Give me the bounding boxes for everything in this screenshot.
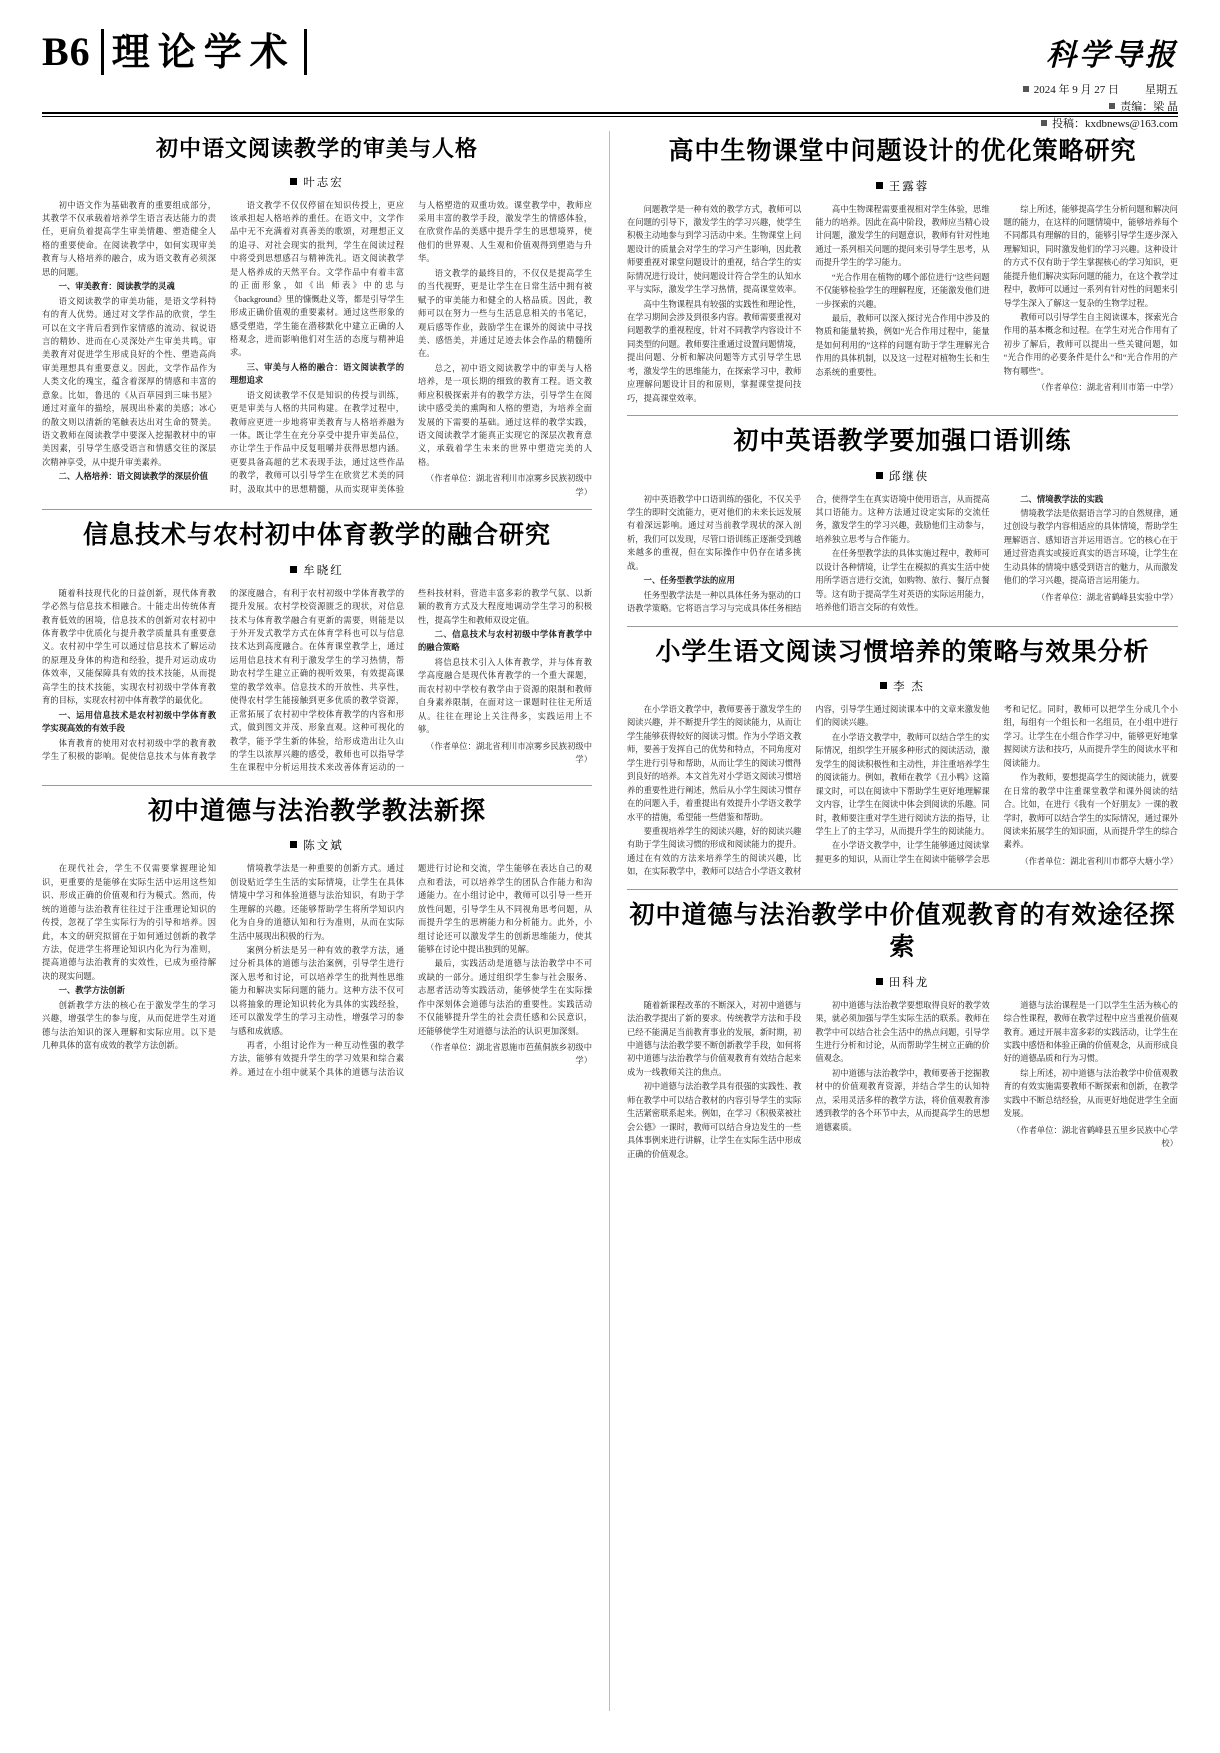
paragraph: 语文阅读教学的审美功能，是语文学科特有的育人优势。通过对文学作品的欣赏，学生可以在文字背后看到作家情感的流动、叙说语言的精妙、进而在心灵深处产生审美共鸣。审美教育对促进学生形成良好的个性、塑造高尚审美理想具有重要意义。因此，文学作品作为人类文化的瑰宝，蕴含着深厚的情感和丰富的意象。比如，鲁迅的《从百草园到三味书屋》通过对童年的描绘，展现出朴素的美感；冰心的散文则以清新的笔触表达出对生命的赞美。语文教师在阅读教学中要深入挖掘教材中的审美因素，引导学生感受语言和情感交往的深层次精神享受，从中提升审美素养。 [42, 296, 216, 467]
article-7-affiliation: （作者单位：湖北省鹤峰县五里乡民族中心学校） [1012, 1125, 1178, 1149]
byline-marker-icon [880, 682, 887, 689]
article-3-body [42, 862, 592, 1079]
paragraph: 语文教学不仅仅停留在知识传授上，更应该承担起人格培养的重任。在语文中，文学作品中无不充满着对真善美的歌颂，对理想正义的追寻、对社会现实的批判，学生在阅读过程中将受到思想感召与精神洗礼。语文阅读教学是人格养成的天然平台。文学作品中有着丰富的正面形象，如《出 师表》中的忠与《background》里的慷慨赴义等，都是引导学生形成正确价值观的重要素材。通过这些形象的感受塑造，学生能在潜移默化中建立正确的人格观念，进而影响他们对生活的态度与精神追求。 [230, 200, 404, 358]
article-6 [627, 636, 1178, 879]
article-5-headline: 初中英语教学要加强口语训练 [733, 426, 1072, 456]
page-number: B6 [42, 29, 91, 74]
masthead-rule [42, 112, 1178, 114]
paragraph: 作为教师，要想提高学生的阅读能力，就要在日常的教学中注重课堂教学和课外阅读的结合。比如，在进行《我有一个好朋友》一课的教学时，教师可以结合学生的实际情况，通过课外阅读来拓展学生的知识面，从而提升学生的综合素养。 [1003, 773, 1178, 850]
bullet-icon [1023, 86, 1029, 92]
article-2 [42, 519, 592, 775]
paragraph: 创新教学方法的核心在于激发学生的学习兴趣，增强学生的参与度，从而促进学生对道德与法治知识的深入理解和实际应用。以下是几种具体的富有成效的教学方法创新。 [42, 1000, 216, 1051]
article-1 [42, 135, 592, 499]
byline-marker-icon [290, 566, 297, 573]
byline-marker-icon [290, 178, 297, 185]
article-1-body [42, 199, 592, 500]
article-7-headline: 初中道德与法治教学中价值观教育的有效途径探索 [629, 899, 1176, 962]
article-6-author: 李 杰 [893, 681, 925, 693]
paragraph: 在小学语文教学中，教师可以结合学生的实际情况，组织学生开展多种形式的阅读活动，激发学生的阅读积极性和主动性，并注重培养学生的阅读能力。例如，教师在教学《丑小鸭》这篇课文时，可以在阅读中下帮助学生更好地理解课文内容，让学生在阅读中体会到阅读的乐趣。同时，教师要注重对学生进行阅读方法的指导，让学生上了的主学习，从而提升学生的阅读能力。 [815, 732, 990, 836]
paragraph: 教师可以引导学生自主阅读课本，探索光合作用的基本概念和过程。在学生对光合作用有了初步了解后，教师可以提出一些关键问题，如“光合作用的必要条件是什么”和“光合作用的产物有哪些”。 [1003, 313, 1178, 376]
subheading: 一、运用信息技术是农村初级中学体育教学实现高效的有效手段 [42, 710, 216, 734]
article-6-headline: 小学生语文阅读习惯培养的策略与效果分析 [655, 636, 1150, 666]
paragraph: 在小学语文教学中，让学生能够通过阅读掌握更多的知识，从而让学生在阅读中能够学会思考和记忆。同时，教师可以把学生分成几个小组，每组有一个组长和一名组员，在小组中进行学习。让学生在小组合作学习中，能够更好地掌握阅读方法和技巧，从而提升学生的阅读水平和阅读能力。 [815, 705, 1178, 864]
paragraph: 最后，实践活动是道德与法治教学中不可或缺的一部分。通过组织学生参与社会服务、志愿者活动等实践活动，能够使学生在实际操作中深刻体会道德与法治的重要性。实践活动不仅能够提升学生的社会责任感和公民意识，还能够使学生对道德与法治的认识更加深刻。 [418, 959, 592, 1036]
article-7-body [627, 999, 1178, 1161]
article-1-headline: 初中语文阅读教学的审美与人格 [155, 136, 478, 162]
article-4-author: 王露蓉 [888, 180, 930, 193]
article-2-headline: 信息技术与农村初中体育教学的融合研究 [82, 520, 551, 550]
article-3-author: 陈文斌 [303, 840, 344, 853]
paragraph: 案例分析法是另一种有效的教学方法，通过分析具体的道德与法治案例，引导学生进行深入思考和讨论，可以培养学生的批判性思维能力和解决实际问题的能力。这种方法不仅可以将抽象的理论知识转化为具体的实践经验，还可以激发学生的学习主动性，增强学习的参与感和成就感。 [230, 945, 404, 1036]
subheading: 二、人格培养：语文阅读教学的深层价值 [58, 472, 208, 482]
article-2-affiliation: （作者单位：湖北省利川市凉雾乡民族初级中学） [426, 741, 592, 764]
masthead-date-line [1023, 82, 1178, 99]
byline-marker-icon [876, 182, 883, 189]
masthead-rule-secondary [42, 116, 1178, 117]
paragraph: 随着科技现代化的日益创新，现代体育教学必然与信息技术相融合。十能走出传统体育教育低效的困境，信息技术的创新对农村初中体育教学中优质化与提升教学质量具有重要意义。农村初中学生可以通过信息技术了解运动的原理及身体的构造和经验，提升对运动成功体效率，又能保障具有效的技术技能，从而提高学生的技术技能，实现农村初级中学体育教育的目标，实现农村初中体育教学的最优化。 [42, 588, 216, 706]
masthead-submission-line [1023, 116, 1178, 133]
article-1-affiliation: （作者单位：湖北省利川市凉雾乡民族初级中学） [426, 474, 592, 497]
article-6-byline [627, 678, 1178, 694]
article-2-body [42, 587, 592, 775]
subheading: 二、情境教学法的实践 [1020, 494, 1104, 504]
article-separator [627, 626, 1178, 627]
paragraph: 初中道德与法治教学要想取得良好的教学效果，就必须加强与学生实际生活的联系。教师在教学中可以结合社会生活中的热点问题，引导学生进行分析和讨论，从而帮助学生树立正确的价值观念。 [815, 1000, 990, 1064]
article-6-affiliation: （作者单位：湖北省利川市都亭大塘小学） [1020, 856, 1178, 866]
article-4 [627, 135, 1178, 405]
subheading: 一、审美教育：阅读教学的灵魂 [58, 282, 175, 292]
paragraph: 情境教学法是依据语言学习的自然规律，通过创设与教学内容相适应的具体情境，帮助学生理解语言、感知语言并运用语言。它的核心在于通过营造真实或接近真实的语言环境，让学生在生动具体的情境中感受到语言的魅力，从而激发他们的学习兴趣，提高语言运用能力。 [1003, 509, 1178, 586]
paragraph: 道德与法治课程是一门以学生生活为核心的综合性课程，教师在教学过程中应当重视价值观教育。通过开展丰富多彩的实践活动，让学生在实践中感悟和体验正确的价值观念，从而形成良好的道德品质和行为习惯。 [1003, 1000, 1178, 1064]
article-7-author: 田科龙 [888, 976, 930, 989]
article-7 [627, 899, 1178, 1161]
masthead-right [1023, 28, 1178, 133]
paragraph: 初中道德与法治教学具有很强的实践性、教师在教学中可以结合教材的内容引导学生的实际生活紧密联系起来。例如，在学习《积极菜被社会公德》一课时，教师可以结合身边发生的一些具体事例来进行讲解，让学生在实际生活中形成正确的价值观念。 [627, 1082, 802, 1159]
article-1-author: 叶志宏 [303, 176, 344, 189]
weekday: 星期五 [1145, 84, 1178, 96]
paragraph: 总之，初中语文阅读教学中的审美与人格培养，是一项长期的细致的教育工程。语文教师应积极探索并有的教学方法，引导学生在阅读中感受美的熏陶和人格的塑造，为培养全面发展的下需要的基础。通过这样的教学实践，语文阅读教学才能真正实现它的深层次教育意义，承载着学生未来的世界中塑造完美的人格。 [418, 363, 592, 467]
page-content [42, 131, 1178, 1711]
paragraph: 语文阅读教学不仅是知识的传授与训练，更是审美与人格的共同构建。在教学过程中，教师应更进一步地将审美教育与人格培养融为一体。既让学生在充分享受中提升审美品位，亦让学生于作品中反复咀嚼并获得思想内涵。更要具备高超的艺术表现手法，通过这些作品的教学，教师可以引导学生在欣赏艺术美的同时，汲取其中的思想精髓，从而实现审美体验与人格塑造的双重功效。课堂教学中，教师应采用丰富的教学手段，激发学生的情感体验，在欣赏作品的美感中提升学生的思想境界，使他们的世界观、人生观和价值观得到塑造与升华。 [230, 200, 592, 494]
article-4-headline: 高中生物课堂中问题设计的优化策略研究 [668, 136, 1137, 165]
article-3 [42, 795, 592, 1080]
article-3-headline: 初中道德与法治教学教法新探 [147, 795, 486, 825]
paragraph: 要重视培养学生的阅读兴趣，好的阅读兴趣有助于学生阅读习惯的形成和阅读能力的提升。通过在有效的方法来培养学生的阅读兴趣，比如，在实际教学中，教师可以结合小学语文教材内容，引导学生通过阅读课本中的文章来激发他们的阅读兴趣。 [627, 705, 990, 877]
article-1-byline [42, 174, 592, 190]
subheading: 三、审美与人格的融合：语文阅读教学的理想追求 [230, 362, 404, 386]
article-5 [627, 425, 1178, 615]
article-5-byline [627, 468, 1178, 484]
byline-marker-icon [876, 978, 883, 985]
paragraph: 将信息技术引入人体育教学，并与体育教学高度融合是现代体育教学的一个重大课题，而农村初中学校有教学由于资源的限制和教师自身素养限制，在面对这一课题时往往无所适从。往往在理论上关注得多，实践运用上不够。 [418, 657, 592, 735]
paragraph: 最后，教师可以深入探讨光合作用中涉及的物质和能量转换，例如“光合作用过程中，能量是如何利用的”这样的问题有助于学生理解光合作用的具体机制，以及这一过程对植物生长和生态系统的重要性。 [815, 314, 990, 377]
paragraph: 在现代社会，学生不仅需要掌握理论知识，更重要的是能够在实际生活中运用这些知识、形成正确的价值观和行为模式。然而，传统的道德与法治教育往往过于注重理论知识的传授，忽视了学生实际行为的引导和培养。因此，本文的研究拟留在于如何通过创新的教学方法，促进学生将理论知识内化为行为准则，提高道德与法治教育的实效性，已成为亟待解决的现实问题。 [42, 864, 216, 981]
publication-date: 2024 年 9 月 27 日 [1033, 84, 1119, 96]
article-4-byline [627, 178, 1178, 194]
bullet-icon [1109, 103, 1115, 109]
article-7-byline [627, 974, 1178, 990]
section-title: 理论学术 [111, 28, 296, 74]
masthead-editor-line [1023, 99, 1178, 116]
editor: 责编：梁 晶 [1120, 101, 1178, 114]
paragraph: 综上所述，能够提高学生分析问题和解决问题的能力，在这样的问题情境中，能够培养每个不同都具有理解的目的，能够引导学生逐步深入理解知识，同时激发他们的学习兴趣。这种设计的方式不仅有助于学生掌握核心的学习知识，更能提升他们解决实际问题的能力，在这个教学过程中，教师可以通过一系列有针对性的问题来引导学生深入了解这一复杂的生物学过程。 [1003, 204, 1178, 308]
newspaper-page [0, 28, 1220, 1753]
masthead [42, 28, 1178, 131]
article-separator [627, 415, 1178, 416]
bullet-icon [1041, 120, 1047, 126]
paragraph: 在任务型教学法的具体实施过程中，教师可以设计各种情境，让学生在模拟的真实生活中使用所学语言进行交流，如购物、旅行、餐厅点餐等。这有助于提高学生对英语的实际运用能力，培养他们语言交际的有效性。 [815, 549, 990, 613]
article-separator [42, 509, 592, 510]
article-3-affiliation: （作者单位：湖北省恩施市芭蕉侗族乡初级中学） [426, 1043, 592, 1066]
byline-marker-icon [290, 841, 297, 848]
paragraph: 语文教学的最终目的，不仅仅是提高学生的当代视野，更是让学生在日常生活中拥有被赋予的审美能力和健全的人格品质。因此，教师可以在努力一些与生活息息相关的书笔记，观后感等作业，鼓励学生在课外的阅读中寻找美、感悟美，并通过足迹去体会作品的精髓所在。 [418, 268, 592, 359]
article-3-byline [42, 837, 592, 853]
article-5-body [627, 493, 1178, 616]
article-2-byline [42, 562, 592, 578]
paragraph: “光合作用在植物的哪个部位进行”这些问题不仅能够检验学生的理解程度，还能激发他们进一步探索的兴趣。 [815, 272, 990, 309]
subheading: 二、信息技术与农村初级中学体育教学中的融合策略 [418, 630, 592, 653]
paragraph: 高中生物课程具有较强的实践性和理论性，在学习期间会涉及到很多内容。教师需要重视对问题教学的重视程度，针对不同教学内容设计不同类型的问题。教师要注重通过设置问题情境，提出问题、分析和解决问题等方式引导学生思考，激发学生的思维能力，在探索学习中，教师应理解问题设计目的和原则，掌握课堂提问技巧，提高课堂效率。 [627, 299, 802, 403]
article-5-author: 邱继侠 [888, 470, 930, 483]
left-column-group [42, 131, 610, 1711]
paragraph: 在小学语文教学中，教师要善于激发学生的阅读兴趣，并不断提升学生的阅读能力，从而让学生能够获得较好的阅读习惯。作为小学语文教师，要善于发挥自己的优势和特点，不同角度对学生进行引导和帮助，从而让学生的阅读习惯得到良好的培养。本文首先对小学语文阅读习惯培养的重要性进行阐述，然后从小学生阅读习惯存在的问题入手，着重提出有效提升小学语文教学水平的措施，希望能一些借鉴和帮助。 [627, 705, 802, 822]
article-2-author: 牟晓红 [303, 564, 344, 577]
subheading: 一、教学方法创新 [58, 986, 125, 996]
section-badge [101, 29, 307, 75]
right-column-group [610, 131, 1178, 1711]
article-4-affiliation: （作者单位：湖北省利川市第一中学） [1036, 383, 1178, 393]
paragraph: 随着新课程改革的不断深入，对初中道德与法治教学提出了新的要求。传统教学方法和手段已经不能满足当前教育事业的发展，新时期，初中道德与法治教学要不断创新教学手段，如何将初中道德与法治教学与价值观教育有效结合起来成为一线教师关注的焦点。 [627, 1000, 802, 1077]
paragraph: 初中道德与法治教学中，教师要善于挖掘教材中的价值观教育资源，并结合学生的认知特点，采用灵活多样的教学方法，将价值观教育渗透到教学的各个环节中去，从而提高学生的思想道德素质。 [815, 1068, 990, 1132]
paragraph: 问题教学是一种有效的教学方式，教师可以在问题的引导下，激发学生的学习兴趣，使学生积极主动地参与到学习活动中来。生物课堂上问题设计的质量会对学生的学习产生影响，因此教师要重视对课堂问题设计的重视，结合学生的实际情况进行设计，使问题设计符合学生的认知水平与实际，激发学生学习热情，提高课堂效率。 [627, 204, 802, 295]
subheading: 一、任务型教学法的应用 [643, 576, 735, 586]
paragraph: 任务型教学法是一种以具体任务为驱动的口语教学策略。它将语言学习与完成具体任务相结合，使得学生在真实语境中使用语言，从而提高其口语能力。这种方法通过设定实际的交流任务，激发学生的学习兴趣，鼓励他们主动参与，培养独立思考与合作能力。 [627, 494, 990, 614]
paragraph: 体育教育的使用对农村初级中学的教育教学生了积极的影响。促使信息技术与体育教学的深度融合，有利于农村初级中学体育教学的提升发展。农村学校资源匮乏的现状，对信息技术与体育教学融合有更新的需要，则能是以于外开发式教学方式在体育学科也可以与信息技术达到高度融合。在体育课堂教学上，通过运用信息技术有利于激发学生的学习热情，帮助农村学生建立正确的视听效果，有效提高课堂的教学效率。信息技术的开放性、共享性，使得农村学生能接触到更多优质的教学资源，正常拓展了农村初中学校体育教学的内容和形式，做到图文并茂、形象直观。这种可视化的教学，能予学生新的体验，给形成造出让久山的学生以浓厚兴趣的感受，教师也可以指导学生在课程中分析运用技术来改善体育运动的一些科技材料，营造丰富多彩的教学气氛、以新颖的教育方式及大程度地调动学生学习的积极性，提高学生和教师双设定值。 [42, 588, 592, 773]
paragraph: 初中英语教学中口语训练的强化，不仅关乎学生的即时交流能力，更对他们的未来长远发展有着深远影响。通过对当前教学现状的深入剖析，我们可以发现，尽管口语训练正逐渐受到越来越多的重视，但在实际操作中仍存在诸多挑战。 [627, 494, 802, 571]
paragraph: 综上所述，初中道德与法治教学中价值观教育的有效实施需要教师不断探索和创新，在教学实践中不断总结经验，从而更好地促进学生全面发展。 [1003, 1068, 1178, 1119]
paragraph: 再者，小组讨论作为一种互动性强的教学方法，能够有效提升学生的学习效果和综合素养。通过在小组中就某个具体的道德与法治议题进行讨论和交流，学生能够在表达自己的观点和看法，可以培养学生的团队合作能力和沟通能力。在小组讨论中，教师可以引导一些开放性问题，引导学生从不同视角思考问题，从而提升学生的思辨能力和分析能力。此外，小组讨论还可以激发学生的创新思维能力，使其能够在讨论中提出独到的见解。 [230, 864, 592, 1077]
article-separator [42, 785, 592, 786]
submission-email: 投稿：kxdbnews@163.com [1052, 118, 1178, 131]
byline-marker-icon [876, 472, 883, 479]
paper-name: 科学导报 [1046, 38, 1178, 73]
masthead-left [42, 28, 307, 75]
paragraph: 初中语文作为基础教育的重要组成部分，其教学不仅承载着培养学生语言表达能力的责任，更肩负着提高学生审美情趣、塑造健全人格的重要使命。在阅读教学中，如何实现审美教育与人格培养的融合，成为语文教育必须深思的问题。 [42, 200, 216, 277]
paragraph: 高中生物课程需要重视相对学生体验，思维能力的培养。因此在高中阶段，教师应当精心设计问题，激发学生的问题意识，教师有针对性地通过一系列相关问题的提问来引导学生思考，从而提升学生的学习能力。 [815, 204, 990, 268]
paragraph: 情境教学法是一种重要的创新方式。通过创设贴近学生生活的实际情境，让学生在具体情境中学习和体验道德与法治知识，有助于学生理解的兴趣。还能够帮助学生将所学知识内化为自身的道德认知和行为准则，从而在实际生活中展现出积极的行为。 [230, 864, 404, 941]
article-separator [627, 889, 1178, 890]
article-4-body [627, 203, 1178, 406]
article-5-affiliation: （作者单位：湖北省鹤峰县实验中学） [1036, 592, 1178, 602]
article-6-body [627, 703, 1178, 879]
